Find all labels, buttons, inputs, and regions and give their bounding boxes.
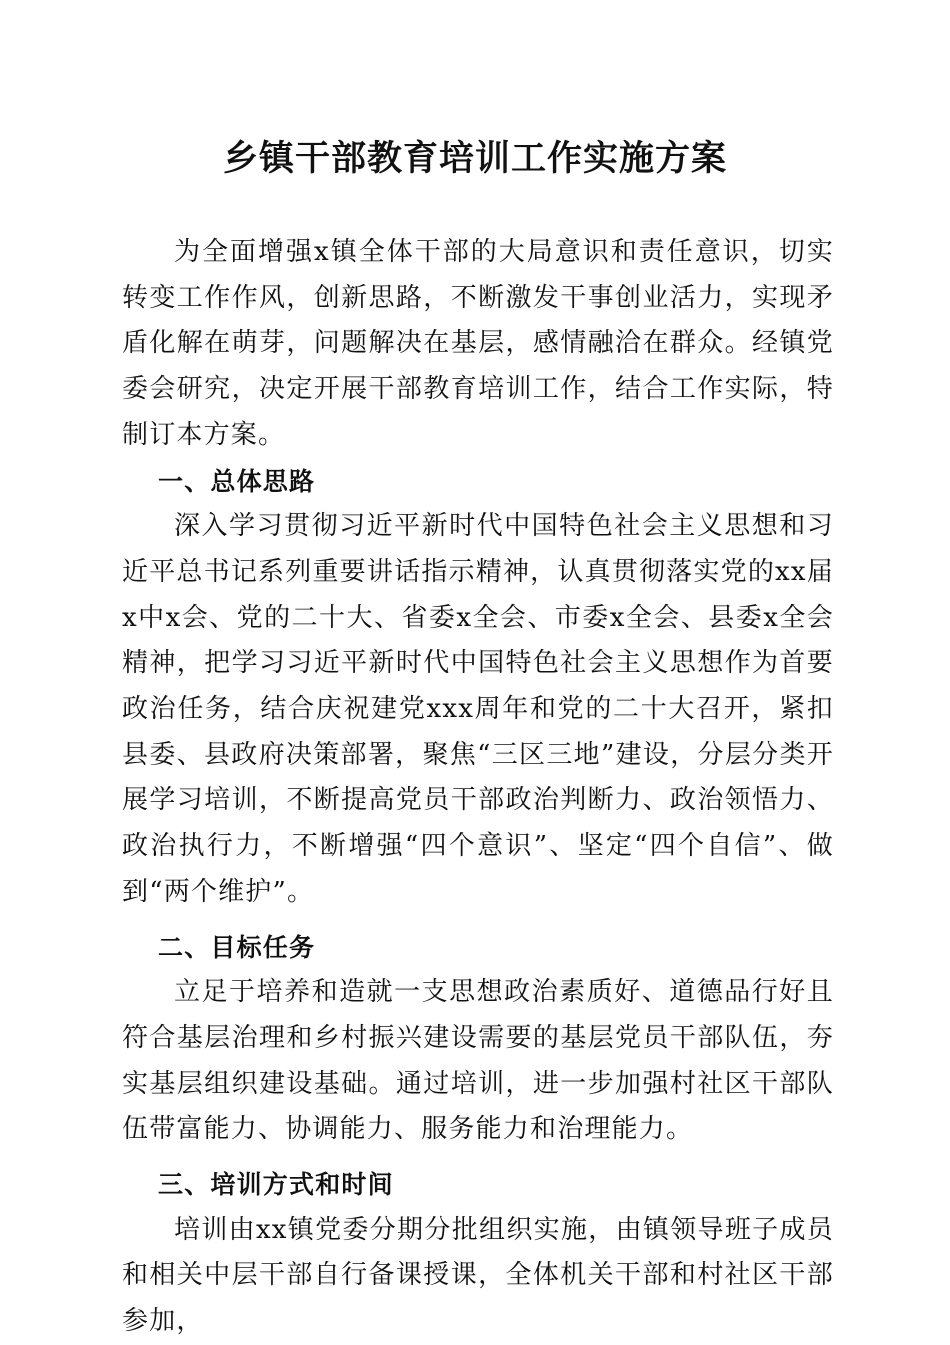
- section-heading-training-method: 三、培训方式和时间: [158, 1170, 394, 1200]
- document-body: [122, 230, 834, 1345]
- intro-paragraph: 为全面增强x镇全体干部的大局意识和责任意识，切实转变工作作风，创新思路，不断激发干事创业活力，实现矛盾化解在萌芽，问题解决在基层，感情融洽在群众。经镇党委会研究，决定开展干部教育培训工作，结合工作实际，特制订本方案。: [122, 237, 834, 450]
- section-heading-overall-approach: 一、总体思路: [158, 466, 316, 496]
- section-heading-goals: 二、目标任务: [158, 932, 316, 962]
- document-title: 乡镇干部教育培训工作实施方案: [222, 139, 727, 179]
- section-paragraph-goals: 立足于培养和造就一支思想政治素质好、道德品行好且符合基层治理和乡村振兴建设需要的基层党员干部队伍，夯实基层组织建设基础。通过培训，进一步加强村社区干部队伍带富能力、协调能力、服务能力和治理能力。: [122, 977, 834, 1145]
- section-paragraph-training-method: 培训由xx镇党委分期分批组织实施，由镇领导班子成员和相关中层干部自行备课授课，全体机关干部和村社区干部参加，: [122, 1214, 834, 1337]
- section-paragraph-overall-approach: 深入学习贯彻习近平新时代中国特色社会主义思想和习近平总书记系列重要讲话指示精神，认真贯彻落实党的xx届x中x会、党的二十大、省委x全会、市委x全会、县委x全会精神，把学习习近平新时代中国特色社会主义思想作为首要政治任务，结合庆祝建党xxx周年和党的二十大召开，紧扣县委、县政府决策部署，聚焦“三区三地”建设，分层分类开展学习培训，不断提高党员干部政治判断力、政治领悟力、政治执行力，不断增强“四个意识”、坚定“四个自信”、做到“两个维护”。: [122, 511, 834, 907]
